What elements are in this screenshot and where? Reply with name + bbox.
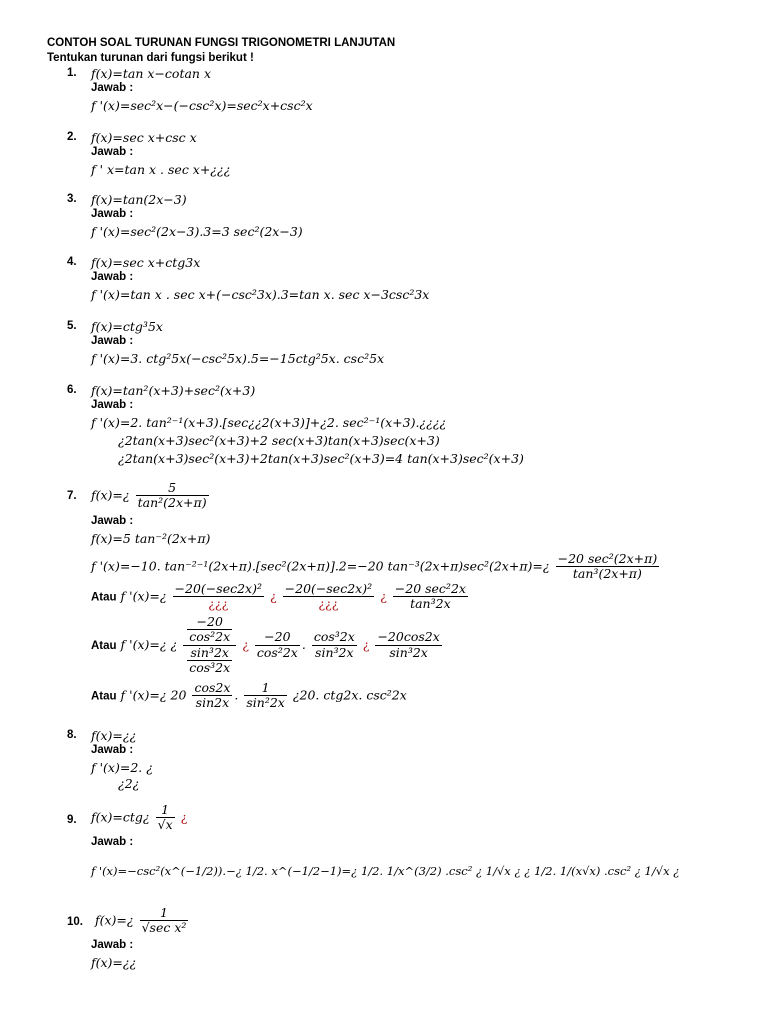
answer-line: f '(x)=sec²x−(−csc²x)=sec²x+csc²x [91,98,313,113]
fraction-numerator: 5 [136,481,209,496]
answer-line [91,552,661,582]
problem-equation: f(x)=ctg³5x [91,319,163,334]
fraction-numerator: −20 [187,615,232,630]
fraction-numerator: 1 [244,681,286,696]
equation-suffix: ¿ [180,809,188,825]
fraction-denominator: ¿¿¿ [208,596,229,612]
problem-number: 10. [67,916,83,928]
fraction-numerator: 1 [140,906,189,921]
fraction-denominator: cos²2x [189,629,231,645]
fraction [156,803,175,833]
problem-number: 4. [67,256,77,268]
problem-equation: f(x)=tan x−cotan x [91,66,212,81]
fraction [393,582,468,612]
document-title: CONTOH SOAL TURUNAN FUNGSI TRIGONOMETRI LANJUTAN [47,37,396,49]
fraction-denominator [183,646,236,676]
jawab-label: Jawab : [91,515,134,527]
fraction [192,681,232,711]
answer-line: f ' x=tan x . sec x+¿¿¿ [91,162,231,177]
jawab-label: Jawab : [91,836,134,848]
fraction [187,615,232,645]
answer-line: f '(x)=2. tan²⁻¹(x+3).[sec¿¿2(x+3)]+¿2. sec²⁻¹(x+3).¿¿¿¿ [91,415,447,430]
fraction-numerator: −20(−sec2x)² [284,581,373,596]
answer-line: f '(x)=3. ctg²5x(−csc²5x).5=−15ctg²5x. csc²5x [91,351,385,366]
atau-label: Atau [91,639,117,652]
compound-fraction [183,615,236,676]
answer-text: f '(x)=−10. tan⁻²⁻¹(2x+π).[sec²(2x+π)].2=−20 tan⁻³(2x+π)sec²(2x+π)=¿ [91,558,550,574]
atau-label: Atau [91,591,117,604]
problem-number: 2. [67,131,77,143]
problem-number: 3. [67,193,77,205]
fraction-denominator: sin2x [195,695,230,711]
fraction-denominator: cos²2x [256,644,298,660]
answer-text: f '(x)=¿ 20 [120,687,187,703]
fraction [136,481,209,511]
problem-equation [91,803,187,833]
fraction-numerator [183,615,236,646]
fraction-denominator: ¿¿¿ [318,596,339,612]
jawab-label: Jawab : [91,399,134,411]
problem-number: 1. [67,67,77,79]
jawab-label: Jawab : [91,208,134,220]
problem-equation: f(x)=tan(2x−3) [91,192,187,207]
answer-text: ¿ [362,636,370,652]
atau-line [91,615,444,676]
fraction-numerator: cos2x [194,680,231,695]
problem-number: 7. [67,490,77,502]
fraction-numerator: −20cos2x [377,629,440,645]
fraction-denominator: sin³2x [315,644,354,660]
answer-line: f '(x)=tan x . sec x+(−csc²3x).3=tan x. sec x−3csc²3x [91,287,430,302]
fraction-numerator: sin³2x [187,646,232,661]
fraction-denominator: sin²2x [246,695,285,711]
answer-line: ¿2¿ [118,776,140,791]
answer-text: f '(x)=¿ ¿ [120,636,178,652]
answer-text: ¿ [269,588,277,604]
fraction-denominator: tan³(2x+π) [572,566,642,582]
answer-line: f(x)=¿¿ [91,955,137,970]
fraction [173,582,264,612]
fraction [283,582,374,612]
fraction-denominator: sin³2x [389,644,428,660]
problem-equation [91,481,211,511]
answer-text: . [301,636,306,652]
problem-equation: f(x)=sec x+ctg3x [91,255,201,270]
jawab-label: Jawab : [91,939,134,951]
equation-prefix: f(x)=ctg¿ [91,809,150,825]
fraction-denominator: √x [157,817,173,833]
answer-line: f '(x)=2. ¿ [91,760,153,775]
fraction-numerator: 1 [156,803,175,818]
fraction [187,646,232,676]
fraction [312,630,357,660]
fraction-denominator: cos³2x [189,660,231,676]
atau-label: Atau [91,690,117,703]
problem-equation [95,906,190,936]
problem-number: 8. [67,729,77,741]
answer-text: f '(x)=¿ [120,588,167,604]
answer-line: f(x)=5 tan⁻²(2x+π) [91,531,211,546]
fraction [140,906,189,936]
problem-number: 6. [67,384,77,396]
jawab-label: Jawab : [91,335,134,347]
answer-line: ¿2tan(x+3)sec²(x+3)+2 sec(x+3)tan(x+3)sec(x+3) [118,433,440,448]
answer-line: f '(x)=sec²(2x−3).3=3 sec²(2x−3) [91,224,303,239]
fraction [255,630,300,660]
problem-equation: f(x)=sec x+csc x [91,130,197,145]
equation-prefix: f(x)=¿ [91,487,130,503]
fraction [556,552,660,582]
instruction-text: Tentukan turunan dari fungsi berikut ! [47,52,254,64]
jawab-label: Jawab : [91,271,134,283]
answer-line: ¿2tan(x+3)sec²(x+3)+2tan(x+3)sec²(x+3)=4 tan(x+3)sec²(x+3) [118,451,524,466]
answer-text: ¿ [380,588,387,604]
fraction-denominator: tan³2x [410,596,451,612]
problem-equation: f(x)=¿¿ [91,728,137,743]
fraction-numerator: cos³2x [313,629,355,645]
equation-prefix: f(x)=¿ [95,912,134,928]
fraction-denominator: tan²(2x+π) [137,495,207,511]
answer-text: . [234,687,239,703]
problem-number: 9. [67,814,77,826]
problem-number: 5. [67,320,77,332]
fraction-numerator: −20 sec²(2x+π) [557,551,658,566]
fraction [244,681,286,711]
answer-line: f '(x)=−csc²(x^(−1/2)).−¿ 1/2. x^(−1/2−1)=¿ 1/2. 1/x^(3/2) .csc² ¿ 1/√x ¿ ¿ 1/2. 1/(x√x) .csc² ¿ 1/√x ¿ [91,864,680,878]
atau-line [91,681,407,711]
fraction-denominator: √sec x² [141,920,187,936]
fraction-numerator: −20 sec²2x [394,581,466,596]
jawab-label: Jawab : [91,146,134,158]
fraction-numerator: −20(−sec2x)² [174,581,262,596]
answer-text: ¿20. ctg2x. csc²2x [292,687,407,703]
jawab-label: Jawab : [91,744,134,756]
fraction-numerator: −20 [255,630,300,645]
answer-text: ¿ [242,636,249,652]
fraction [375,630,441,660]
atau-line [91,582,470,612]
jawab-label: Jawab : [91,82,134,94]
problem-equation: f(x)=tan²(x+3)+sec²(x+3) [91,383,256,398]
